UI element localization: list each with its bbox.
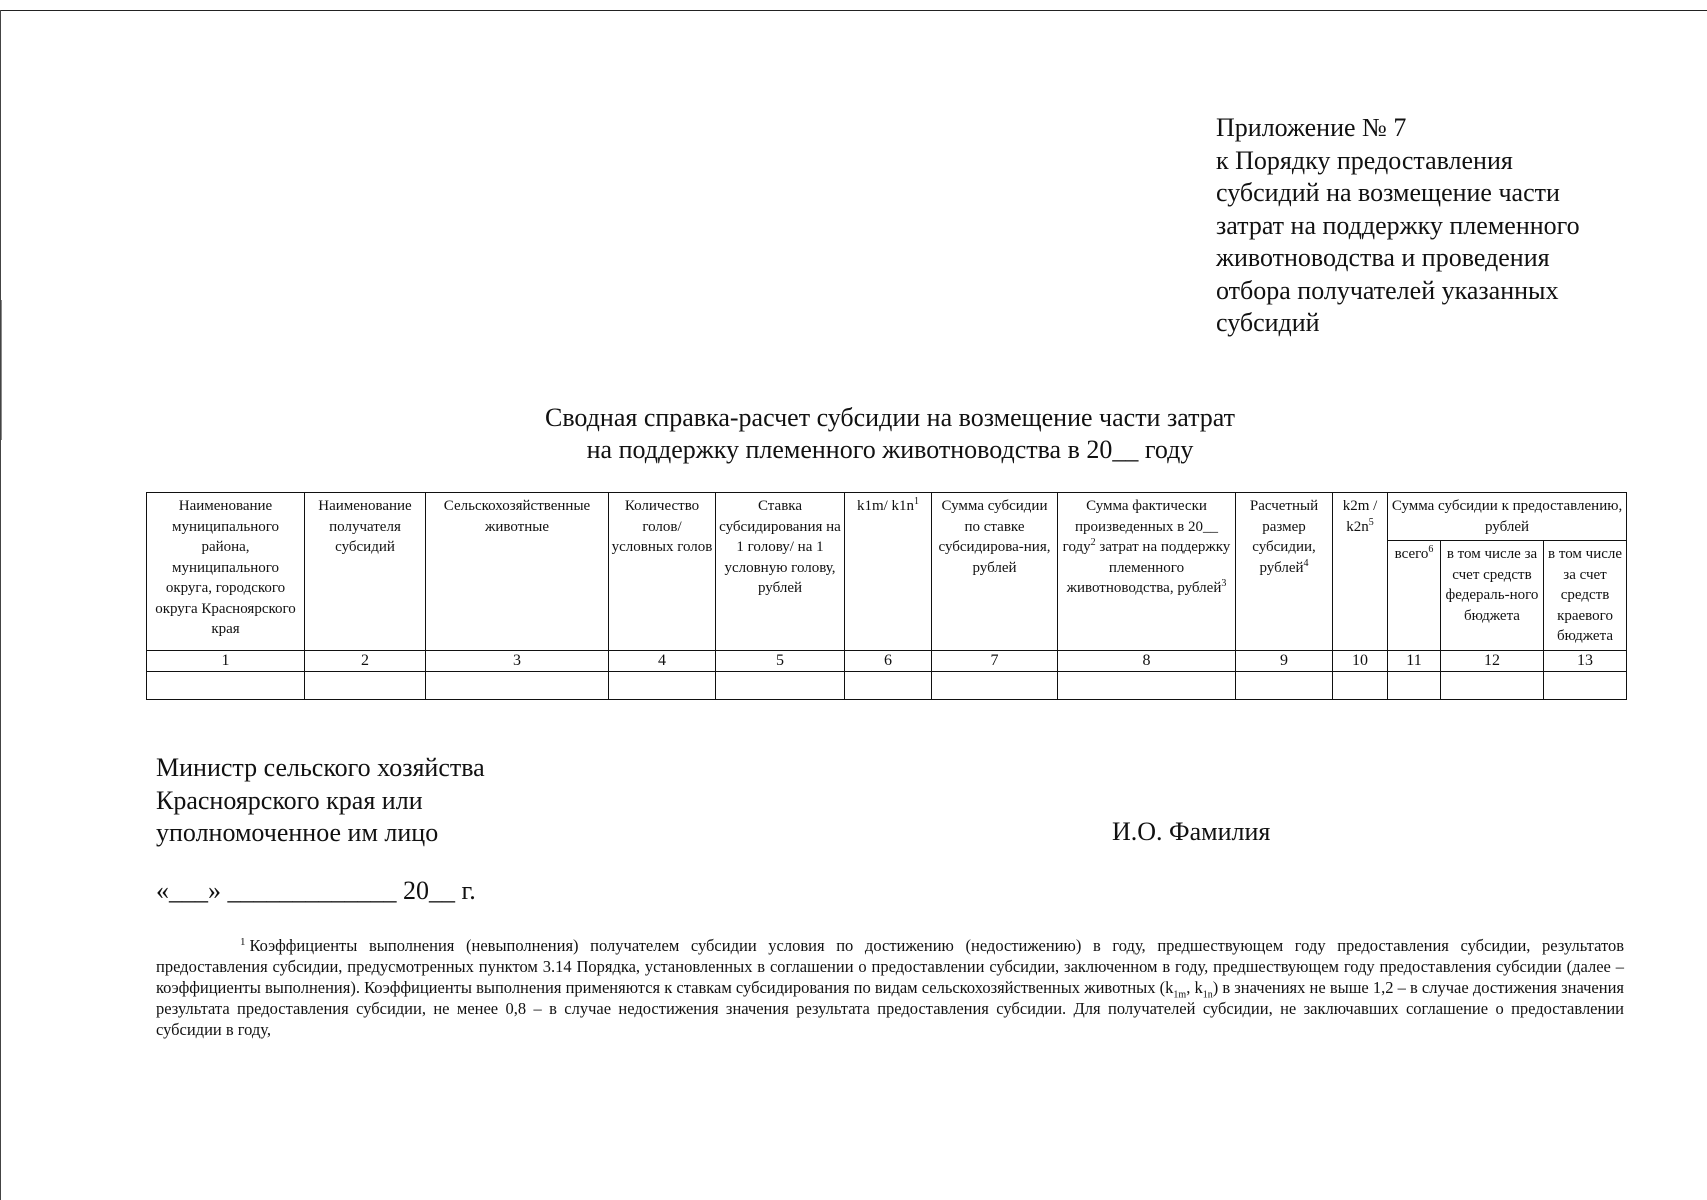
appendix-line: субсидий [1216, 308, 1320, 337]
appendix-line: животноводства и проведения [1216, 243, 1550, 272]
footnote-mark: 1 [240, 935, 246, 948]
signatory-name: И.О. Фамилия [1112, 817, 1271, 846]
header-animals: Сельскохозяйственные животные [426, 493, 609, 651]
header-rate: Ставка субсидирования на 1 голову/ на 1 условную голову, рублей [716, 493, 845, 651]
scan-border-top [0, 10, 1707, 11]
header-k1-label: k1m/ k1n [856, 498, 915, 514]
table-cell [609, 672, 716, 700]
footnote-ref: 6 [1428, 544, 1434, 555]
column-number-row [147, 650, 1627, 672]
table-cell [147, 672, 305, 700]
table-cell [1236, 672, 1333, 700]
subsidy-calculation-table [146, 492, 1627, 700]
document-title-line-2: на поддержку племенного животноводства в 20__ году [586, 435, 1194, 464]
column-number: 8 [1058, 650, 1236, 672]
column-number: 1 [147, 650, 305, 672]
header-head-count: Количество голов/ условных голов [609, 493, 716, 651]
table-cell [1544, 672, 1627, 700]
footnote-text-1: Коэффициенты выполнения (невыполнения) получателем субсидии условия по достижению (недостижению) в году, предшествующем году предоставления субсидии, результатов предоставления субсидии, предусмотренных пунктом 3.14 Порядка, установленных в соглашении о предоставлении субсидии, заключенном в году, предшествующем году предоставления субсидии (далее – коэффициенты выполнения). Коэффициенты выполнения применяются к ставкам субсидирования по видам сельскохозяйственных животных (k [156, 936, 1624, 997]
column-number: 11 [1388, 650, 1441, 672]
table-header-row [147, 493, 1627, 541]
column-number: 13 [1544, 650, 1627, 672]
table-cell [1388, 672, 1441, 700]
column-number: 12 [1441, 650, 1544, 672]
header-federal: в том числе за счет средств федераль-ного бюджета [1441, 541, 1544, 651]
footnote-text-3: ) в значениях не выше 1,2 – в случае достижения значения результата предоставления субсидии, не менее 0,8 – в случае недостижения значения результата предоставления субсидии. Для получателей субсидии, не заключавших соглашение о предоставлении субсидии в году, [156, 978, 1625, 1039]
table-cell [1058, 672, 1236, 700]
signatory-line: Министр сельского хозяйства [156, 753, 485, 782]
header-actual-costs-a: Сумма фактически произведенных в 20__ году [1062, 498, 1218, 555]
header-regional: в том числе за счет средств краевого бюджета [1544, 541, 1627, 651]
footnote-text-2: , k [1186, 978, 1203, 997]
header-k2 [1333, 493, 1388, 651]
footnote-ref: 3 [1221, 578, 1227, 589]
scan-border-mark [1, 300, 2, 440]
footnote-sub: 1n [1202, 989, 1213, 1001]
column-number: 9 [1236, 650, 1333, 672]
footnote-ref: 4 [1303, 557, 1309, 569]
column-number: 4 [609, 650, 716, 672]
table-cell [932, 672, 1058, 700]
table-cell [845, 672, 932, 700]
table-cell [305, 672, 426, 700]
header-recipient: Наименование получателя субсидий [305, 493, 426, 651]
document-title [440, 402, 1340, 466]
appendix-block [1216, 112, 1676, 340]
header-total [1388, 541, 1441, 651]
table-row [147, 672, 1627, 700]
header-estimated-subsidy-label: Расчетный размер субсидии, рублей [1249, 498, 1319, 576]
column-number: 10 [1333, 650, 1388, 672]
footnote-ref: 2 [1090, 537, 1096, 548]
signature-date: «___» _____________ 20__ г. [156, 876, 476, 905]
table-cell [426, 672, 609, 700]
header-k1 [845, 493, 932, 651]
footnote-sub: 1m [1173, 989, 1187, 1001]
table-cell [1333, 672, 1388, 700]
header-actual-costs [1058, 493, 1236, 651]
signatory-line: уполномоченное им лицо [156, 818, 439, 847]
footnote [156, 935, 1624, 1040]
header-k2-label: k2m / k2n [1342, 498, 1378, 535]
table-cell [716, 672, 845, 700]
footnote-ref: 1 [914, 496, 920, 507]
scan-border-left [0, 10, 1, 1200]
table-cell [1441, 672, 1544, 700]
document-title-line-1: Сводная справка-расчет субсидии на возмещение части затрат [544, 403, 1236, 432]
footnote-ref: 5 [1368, 516, 1374, 528]
header-municipality: Наименование муниципального района, муниципального округа, городского округа Красноярского края [147, 493, 305, 651]
appendix-line: к Порядку предоставления [1216, 145, 1513, 175]
appendix-line: затрат на поддержку племенного [1216, 210, 1580, 240]
header-estimated-subsidy [1236, 493, 1333, 651]
column-number: 7 [932, 650, 1058, 672]
column-number: 3 [426, 650, 609, 672]
appendix-line: отбора получателей указанных [1216, 275, 1559, 305]
header-actual-costs-b: затрат на поддержку племенного животноводства, рублей [1066, 539, 1231, 596]
column-number: 2 [305, 650, 426, 672]
signatory-line: Красноярского края или [156, 785, 423, 815]
signatory-block [156, 752, 485, 850]
appendix-line: Приложение № 7 [1216, 113, 1407, 142]
header-sum-by-rate: Сумма субсидии по ставке субсидирова-ния, рублей [932, 493, 1058, 651]
column-number: 6 [845, 650, 932, 672]
header-subsidy-group: Сумма субсидии к предоставлению, рублей [1388, 493, 1627, 541]
column-number: 5 [716, 650, 845, 672]
header-total-label: всего [1394, 546, 1429, 562]
appendix-line: субсидий на возмещение части [1216, 178, 1560, 207]
